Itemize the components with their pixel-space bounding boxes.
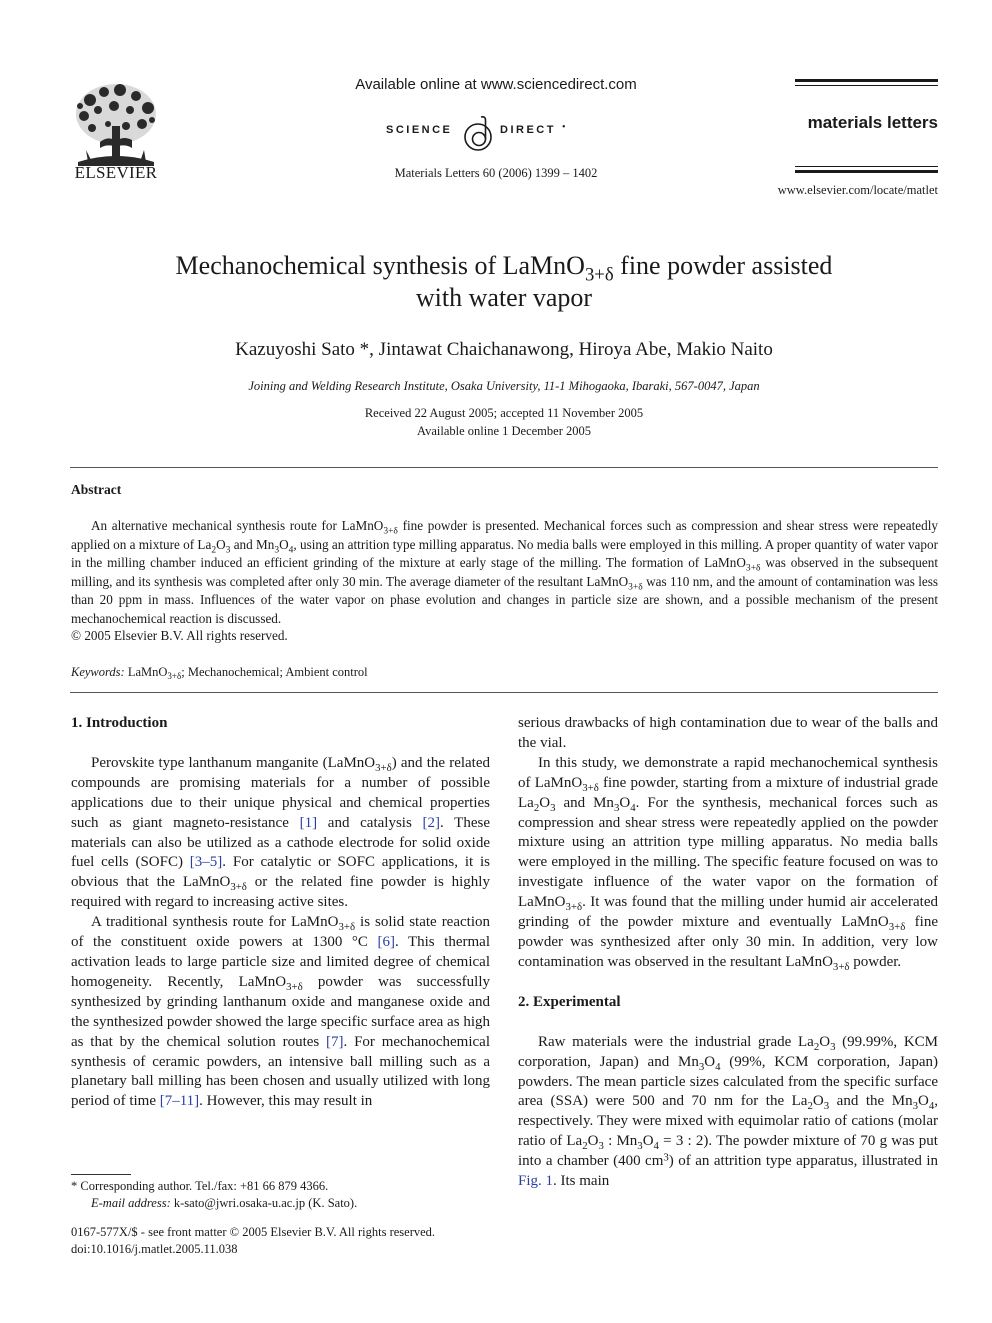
article-title (70, 250, 938, 314)
sciencedirect-right-word: DIRECT (500, 124, 556, 136)
author-list: Kazuyoshi Sato *, Jintawat Chaichanawong, Hiroya Abe, Makio Naito (235, 339, 773, 360)
email-address[interactable]: k-sato@jwri.osaka-u.ac.jp (K. Sato). (170, 1196, 358, 1210)
journal-reference: Materials Letters 60 (2006) 1399 – 1402 (394, 166, 598, 180)
keywords-line: Keywords: LaMnO$_{3+\delta}$; Mechanochemical; Ambient control (71, 665, 368, 682)
section-heading-experimental: 2. Experimental (518, 993, 621, 1010)
abstract-copyright: © 2005 Elsevier B.V. All rights reserved. (71, 628, 288, 643)
email-note (91, 1196, 357, 1211)
journal-rule-top-thick (795, 79, 938, 82)
paragraph: serious drawbacks of high contamination due to wear of the balls and the vial. (518, 715, 938, 751)
citation-link[interactable]: [1] (299, 814, 318, 831)
email-label: E-mail address: (91, 1196, 171, 1210)
abstract-heading: Abstract (71, 482, 122, 497)
doi-line[interactable]: doi:10.1016/j.matlet.2005.11.038 (71, 1242, 238, 1256)
citation-link[interactable]: [3–5] (189, 854, 223, 871)
available-online-banner[interactable]: Available online at www.sciencedirect.com (355, 76, 637, 93)
journal-rule-bottom-thin (795, 166, 938, 167)
citation-link[interactable]: [7–11] (159, 1093, 200, 1110)
paragraph: In this study, we demonstrate a rapid mechanochemical synthesis of LaMnO$_{3+\delta}$ fine powder, starting from a mixture of industrial grade $La_2O_3$ and $Mn_3O_4$. For the synthesis, mechanical forces such as compression and shear stress were repeatedly applied on the powder mixture using an attrition type milling apparatus. No media balls were employed in the milling. The specific feature focused on was to investigate influence of the water vapor on the formation of LaMnO$_{3+\delta}$. It was found that the milling under humid air accelerated grinding of the powder mixture and eventually LaMnO$_{3+\delta}$ fine powder was synthesized after only 30 min. In addition, very low contamination was observed in the resultant LaMnO$_{3+\delta}$ powder. (518, 754, 939, 973)
sciencedirect-logo (386, 114, 571, 154)
publisher-wordmark: ELSEVIER (74, 163, 158, 182)
received-dates: Received 22 August 2005; accepted 11 November 2005 (364, 406, 644, 420)
figure-link[interactable]: Fig. 1 (518, 1173, 554, 1190)
section-heading-introduction: 1. Introduction (71, 715, 168, 731)
left-column (71, 714, 490, 1112)
journal-url-link[interactable]: www.elsevier.com/locate/matlet (777, 183, 938, 197)
title-line-2: with water vapor (415, 283, 593, 312)
citation-link[interactable]: [2] (422, 814, 440, 831)
citation-link[interactable]: [6] (377, 934, 395, 951)
abstract-body: An alternative mechanical synthesis route for LaMnO$_{3+\delta}$ fine powder is presented. Mechanical forces such as compression and shear stress were repeatedly applied on a mixture of $La_2O_3$ and $Mn_3O_4$, using an attrition type milling apparatus. No media balls were employed in this milling. A proper quantity of water vapor in the milling chamber induced an efficient grinding of the mixture at early stage of the milling. The formation of LaMnO$_{3+\delta}$ was observed in the subsequent milling, and its synthesis was completed after only 30 min. The average diameter of the resultant LaMnO$_{3+\delta}$ was 110 nm, and the amount of contamination was less than 20 ppm in mass. Influences of the water vapor on phase evolution and changes in particle size are shown, and a possible mechanism of the present mechanochemical reaction is discussed. (71, 518, 939, 626)
paragraph: A traditional synthesis route for LaMnO$_{3+\delta}$ is solid state reaction of the constituent oxide powers at 1300 °C [6]. This thermal activation leads to large particle size and limited degree of chemical homogeneity. Recently, LaMnO$_{3+\delta}$ powder was successfully synthesized by grinding lanthanum oxide and manganese oxide and the synthesized powder showed the large specific surface area as high as that by the chemical solution routes [7]. For mechanochemical synthesis of ceramic powders, an intensive ball milling such as a planetary ball milling has been chosen and usually utilized with long period of time [7–11]. However, this may result in (71, 914, 490, 1110)
journal-name: materials letters (807, 113, 938, 132)
right-column (518, 714, 938, 1192)
corresponding-author-note: * Corresponding author. Tel./fax: +81 66 879 4366. (71, 1179, 329, 1193)
divider-top (70, 467, 938, 468)
paragraph: Raw materials were the industrial grade $La_2O_3$ (99.99%, KCM corporation, Japan) and $Mn_3O_4$ (99%, KCM corporation, Japan) powders. The mean particle sizes calculated from the specific surface area (SSA) were 500 and 70 nm for the $La_2O_3$ and the $Mn_3O_4$, respectively. They were mixed with equimolar ratio of cations (molar ratio of $La_2O_3$ : $Mn_3O_4 = 3$ : 2). The powder mixture of 70 g was put into a chamber (400 $cm^3$) of an attrition type apparatus, illustrated in Fig. 1. Its main (518, 1033, 938, 1190)
title-text-end: fine powder assisted (613, 251, 833, 280)
divider-bottom (70, 692, 938, 693)
footnote-rule (71, 1174, 131, 1175)
sciencedirect-left-word: SCIENCE (386, 124, 453, 136)
affiliation: Joining and Welding Research Institute, Osaka University, 11-1 Mihogaoka, Ibaraki, 567-0047, Japan (248, 379, 760, 393)
journal-rule-bottom-thick (795, 170, 938, 173)
citation-link[interactable]: [7] (326, 1033, 344, 1050)
title-subscript: 3+δ (584, 264, 614, 286)
sciencedirect-d-icon (462, 114, 496, 154)
available-online-date: Available online 1 December 2005 (416, 424, 591, 438)
paragraph: Perovskite type lanthanum manganite (LaMnO$_{3+\delta}$) and the related compounds are promising materials for a number of possible applications due to their unique physical and chemical properties such as giant magneto-resistance [1] and catalysis [2]. These materials can also be utilized as a cathode electrode for solid oxide fuel cells (SOFC) [3–5]. For catalytic or SOFC applications, it is obvious that the LaMnO$_{3+\delta}$ or the related fine powder is highly required with regard to increasing active sites. (71, 754, 490, 911)
sciencedirect-dot-icon: • (562, 122, 566, 133)
keywords-label: Keywords: (71, 665, 125, 679)
journal-rule-top-thin (795, 85, 938, 86)
title-text-start: Mechanochemical synthesis of LaMnO (175, 251, 585, 280)
issn-line: 0167-577X/$ - see front matter © 2005 Elsevier B.V. All rights reserved. (71, 1225, 436, 1239)
